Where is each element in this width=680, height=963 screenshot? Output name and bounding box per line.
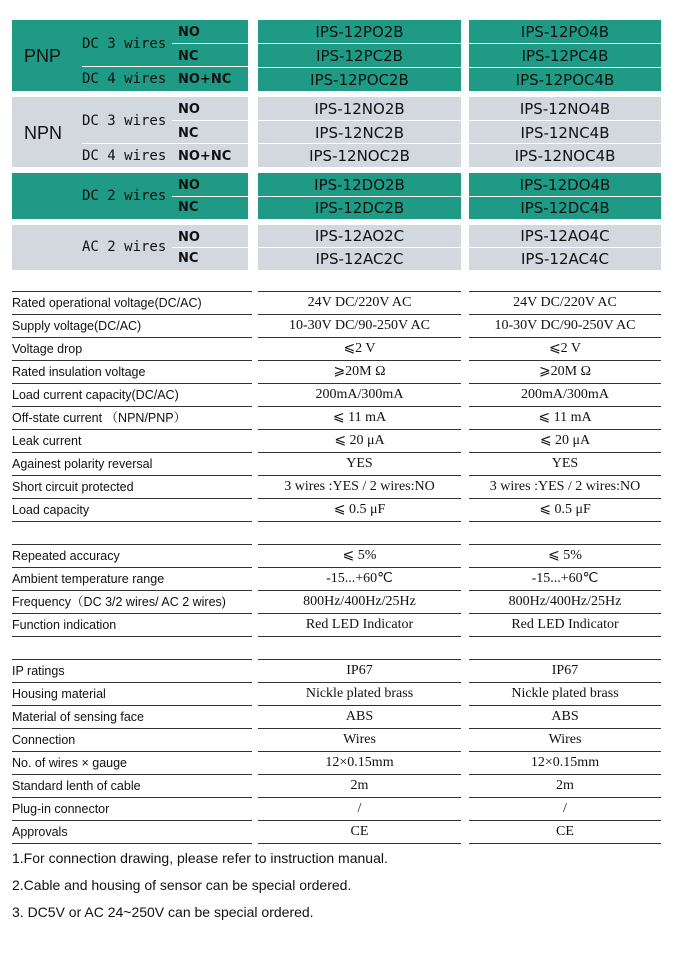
ac2-no-label: NO [178, 230, 200, 245]
table-row [12, 384, 661, 407]
spec-value-col1: 800Hz/400Hz/25Hz [303, 594, 416, 609]
model-cell: IPS-12POC4B [515, 70, 615, 89]
model-cell: IPS-12NO4B [519, 99, 611, 118]
spec-value-col2: Red LED Indicator [511, 617, 619, 632]
spec-value-col1: 12×0.15mm [325, 755, 394, 770]
spec-value-col2: ABS [551, 709, 579, 724]
npn-nonc-label: NO+NC [178, 149, 232, 164]
spec-value-col2: 200mA/300mA [521, 387, 609, 402]
pnp-col2 [469, 20, 661, 91]
model-cell: IPS-12NOC4B [514, 146, 616, 165]
spec-value-col1: ⩽ 5% [342, 548, 377, 563]
model-cell: IPS-12PC4B [521, 46, 609, 65]
table-rule [12, 843, 252, 844]
model-cell: IPS-12NOC2B [309, 146, 410, 165]
table-row [12, 775, 661, 798]
model-cell: IPS-12AO2C [314, 227, 405, 245]
spec-value-col1: Red LED Indicator [305, 617, 414, 632]
spec-value-col1: / [357, 801, 362, 816]
pnp-nc-label: NC [178, 49, 199, 64]
spec-label: Connection [12, 733, 76, 747]
ac2-col2 [469, 225, 661, 270]
table-row [12, 568, 661, 591]
spec-value-col1: 10-30V DC/90-250V AC [288, 318, 431, 333]
table-row [12, 338, 661, 361]
spec-value-col1: ⩽2 V [343, 341, 376, 356]
spec-label: Leak current [12, 434, 82, 448]
table-row [12, 614, 661, 637]
spec-label: Load current capacity(DC/AC) [12, 388, 179, 402]
spec-value-col1: IP67 [346, 663, 373, 678]
model-cell: IPS-12NC2B [314, 123, 405, 142]
spec-value-col2: 12×0.15mm [530, 755, 600, 770]
model-cell: IPS-12NO2B [314, 99, 405, 118]
spec-label: No. of wires × gauge [12, 756, 127, 770]
model-cell: IPS-12AC4C [521, 250, 609, 268]
spec-value-col2: 3 wires :YES / 2 wires:NO [489, 479, 641, 494]
model-cell: IPS-12DC2B [314, 199, 405, 217]
spec-value-col2: ⩽ 11 mA [538, 410, 592, 425]
divider [172, 196, 248, 197]
spec-value-col1: Wires [343, 732, 376, 747]
table-row [12, 315, 661, 338]
npn-col2 [469, 97, 661, 167]
spec-value-col2: IP67 [551, 663, 579, 678]
spec-label: Rated operational voltage(DC/AC) [12, 296, 202, 310]
spec-value-col2: CE [556, 824, 574, 839]
spec-value-col2: Wires [548, 732, 582, 747]
npn-dc3-label: DC 3 wires [82, 113, 167, 129]
model-cell: IPS-12NC4B [520, 123, 610, 142]
dc2-nc-label: NC [178, 200, 199, 215]
npn-no-label: NO [178, 102, 200, 117]
table-row [12, 591, 661, 614]
spec-value-col1: Nickle plated brass [305, 686, 414, 701]
spec-value-col2: ⩽ 5% [548, 548, 582, 563]
spec-label: Rated insulation voltage [12, 365, 146, 379]
table-row [12, 430, 661, 453]
ac2-col1 [258, 225, 461, 270]
spec-label: IP ratings [12, 664, 65, 678]
divider [82, 143, 248, 144]
divider [258, 67, 461, 68]
divider [172, 43, 248, 44]
model-cell: IPS-12PO2B [315, 22, 404, 41]
divider [258, 143, 461, 144]
model-cell: IPS-12DC4B [520, 199, 610, 217]
spec-value-col1: 24V DC/220V AC [307, 295, 412, 310]
divider [258, 247, 461, 248]
table-rule [12, 636, 252, 637]
npn-nc-label: NC [178, 126, 199, 141]
note-1: 1.For connection drawing, please refer to instruction manual. [12, 850, 388, 866]
spec-value-col2: ⩽ 0.5 μF [539, 502, 591, 517]
note-2: 2.Cable and housing of sensor can be special ordered. [12, 877, 352, 893]
table-rule [12, 521, 252, 522]
table-row [12, 499, 661, 522]
table-rule [469, 843, 661, 844]
table-row [12, 292, 661, 315]
table-row [12, 729, 661, 752]
spec-value-col2: 24V DC/220V AC [513, 295, 617, 310]
spec-value-col2: ⩽2 V [548, 341, 582, 356]
dc2-wires-label: DC 2 wires [82, 188, 167, 204]
spec-value-col2: 800Hz/400Hz/25Hz [508, 594, 622, 609]
spec-label: Ambient temperature range [12, 572, 165, 586]
spec-label: Short circuit protected [12, 480, 134, 494]
npn-type-label: NPN [24, 123, 63, 143]
spec-value-col1: 200mA/300mA [315, 387, 404, 402]
divider [469, 196, 661, 197]
spec-label: Off-state current （NPN/PNP） [12, 411, 187, 425]
spec-value-col1: 3 wires :YES / 2 wires:NO [284, 479, 435, 494]
spec-value-col1: -15...+60℃ [326, 571, 393, 586]
pnp-col1 [258, 20, 461, 91]
table-row [12, 706, 661, 729]
spec-label: Approvals [12, 825, 68, 839]
table-row [12, 453, 661, 476]
spec-value-col1: YES [346, 456, 373, 471]
spec-label: Voltage drop [12, 342, 83, 356]
table-rule [258, 843, 461, 844]
spec-label: Load capacity [12, 503, 90, 517]
spec-value-col1: 2m [350, 778, 369, 793]
divider [258, 43, 461, 44]
model-cell: IPS-12AO4C [520, 227, 610, 245]
spec-label: Frequency（DC 3/2 wires/ AC 2 wires) [12, 595, 226, 609]
dc2-no-label: NO [178, 178, 200, 193]
pnp-dc4-label: DC 4 wires [82, 71, 167, 87]
table-row [12, 683, 661, 706]
pnp-dc3-label: DC 3 wires [82, 36, 167, 52]
ac2-wires-label: AC 2 wires [82, 239, 167, 255]
divider [469, 247, 661, 248]
table-row [12, 407, 661, 430]
spec-label: Plug-in connector [12, 802, 110, 816]
spec-label: Material of sensing face [12, 710, 145, 724]
table-rule [258, 636, 461, 637]
spec-label: Function indication [12, 618, 117, 632]
table-row [12, 476, 661, 499]
spec-label: Repeated accuracy [12, 549, 120, 563]
divider [172, 247, 248, 248]
divider [469, 120, 661, 121]
pnp-no-label: NO [178, 25, 200, 40]
spec-value-col1: ABS [345, 709, 374, 724]
spec-value-col2: -15...+60℃ [531, 571, 599, 586]
spec-value-col2: ⩾20M Ω [538, 364, 592, 379]
ac2-nc-label: NC [178, 251, 199, 266]
table-row [12, 660, 661, 683]
spec-value-col2: YES [551, 456, 579, 471]
divider [172, 120, 248, 121]
table-row [12, 821, 661, 844]
divider [258, 196, 461, 197]
spec-value-col2: ⩽ 20 μA [539, 433, 591, 448]
model-cell: IPS-12DO4B [519, 175, 611, 194]
spec-value-col1: ⩽ 11 mA [332, 410, 387, 425]
spec-value-col2: 2m [556, 778, 574, 793]
model-cell: IPS-12PC2B [316, 46, 403, 65]
spec-value-col1: ⩽ 0.5 μF [333, 502, 386, 517]
spec-value-col1: ⩾20M Ω [333, 364, 386, 379]
note-3: 3. DC5V or AC 24~250V can be special ordered. [12, 904, 314, 920]
pnp-nonc-label: NO+NC [178, 72, 232, 87]
table-rule [258, 521, 461, 522]
dc2-col1 [258, 173, 461, 219]
table-rule [469, 521, 661, 522]
table-row [12, 361, 661, 384]
divider [469, 43, 661, 44]
model-cell: IPS-12AC2C [315, 250, 404, 268]
spec-value-col1: CE [350, 824, 369, 839]
divider [469, 143, 661, 144]
divider [258, 120, 461, 121]
spec-label: Housing material [12, 687, 106, 701]
model-cell: IPS-12DO2B [314, 175, 405, 194]
divider [82, 66, 248, 67]
table-row [12, 798, 661, 821]
spec-value-col1: ⩽ 20 μA [334, 433, 385, 448]
spec-label: Standard lenth of cable [12, 779, 141, 793]
dc2-col2 [469, 173, 661, 219]
table-row [12, 545, 661, 568]
spec-label: Supply voltage(DC/AC) [12, 319, 142, 333]
divider [469, 67, 661, 68]
table-row [12, 752, 661, 775]
model-cell: IPS-12PO4B [520, 22, 610, 41]
pnp-type-label: PNP [24, 46, 62, 66]
spec-label: Againest polarity reversal [12, 457, 153, 471]
spec-value-col2: 10-30V DC/90-250V AC [494, 318, 636, 333]
spec-value-col2: Nickle plated brass [511, 686, 619, 701]
spec-value-col2: / [563, 801, 567, 816]
npn-dc4-label: DC 4 wires [82, 148, 167, 164]
table-rule [469, 636, 661, 637]
model-cell: IPS-12POC2B [310, 70, 409, 89]
npn-col1 [258, 97, 461, 167]
